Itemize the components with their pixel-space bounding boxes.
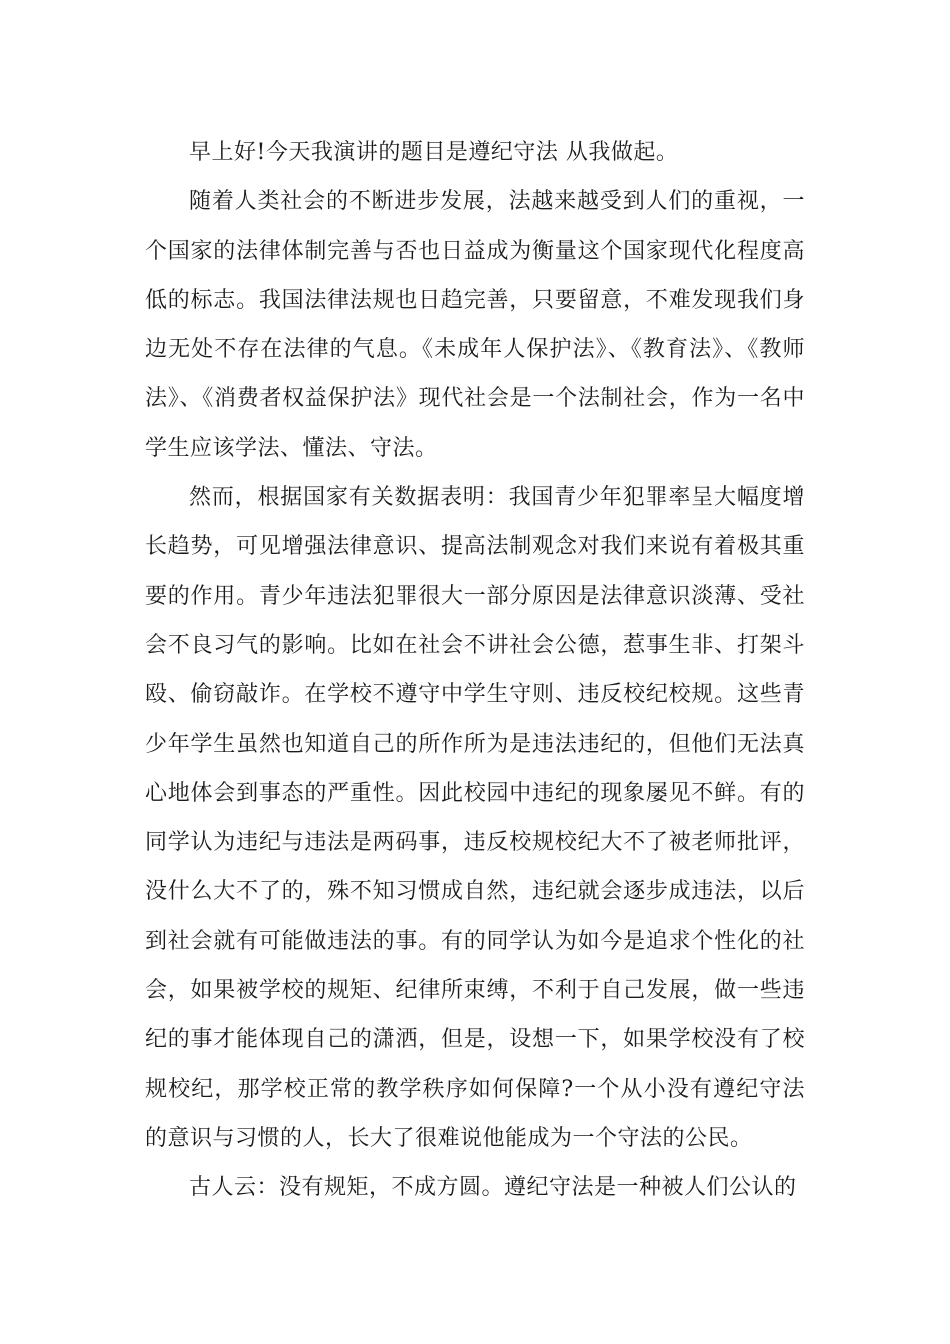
paragraph-law-society: 随着人类社会的不断进步发展，法越来越受到人们的重视，一个国家的法律体制完善与否也日益成为衡量这个国家现代化程度高低的标志。我国法律法规也日趋完善，只要留意，不难发现我们身边无处不存在法律的气息。《未成年人保护法》、《教育法》、《教师法》、《消费者权益保护法》现代社会是一个法制社会，作为一名中学生应该学法、懂法、守法。 [145,189,805,461]
paragraph-ancient-saying: 古人云：没有规矩，不成方圆。遵纪守法是一种被人们公认的 [189,1175,797,1201]
document-body [145,128,805,1213]
paragraph-greeting: 早上好!今天我演讲的题目是遵纪守法 从我做起。 [189,140,679,165]
paragraph-youth-crime: 然而，根据国家有关数据表明：我国青少年犯罪率呈大幅度增长趋势，可见增强法律意识、提高法制观念对我们来说有着极其重要的作用。青少年违法犯罪很大一部分原因是法律意识淡薄、受社会不良习气的影响。比如在社会不讲社会公德，惹事生非、打架斗殴、偷窃敲诈。在学校不遵守中学生守则、违反校纪校规。这些青少年学生虽然也知道自己的所作所为是违法违纪的，但他们无法真心地体会到事态的严重性。因此校园中违纪的现象屡见不鲜。有的同学认为违纪与违法是两码事，违反校规校纪大不了被老师批评，没什么大不了的，殊不知习惯成自然，违纪就会逐步成违法，以后到社会就有可能做违法的事。有的同学认为如今是追求个性化的社会，如果被学校的规矩、纪律所束缚，不利于自己发展，做一些违纪的事才能体现自己的潇洒，但是，设想一下，如果学校没有了校规校纪，那学校正常的教学秩序如何保障?一个从小没有遵纪守法的意识与习惯的人，长大了很难说他能成为一个守法的公民。 [145,485,805,1151]
